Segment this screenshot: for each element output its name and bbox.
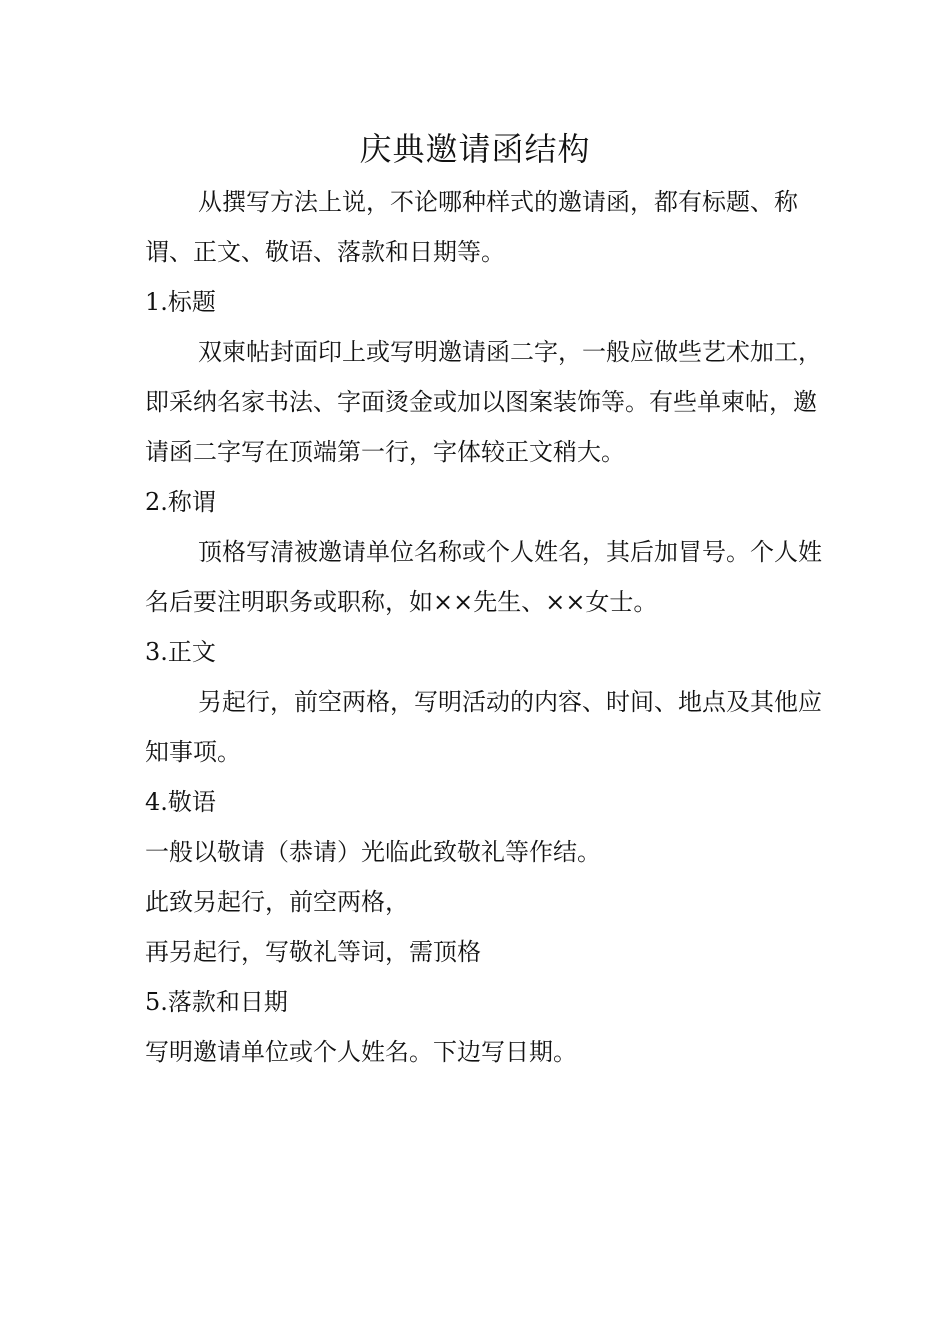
section-line-closing-2: 此致另起行，前空两格， bbox=[145, 888, 409, 916]
section-line-closing-3: 再另起行，写敬礼等词，需顶格 bbox=[145, 938, 481, 966]
page-title: 庆典邀请函结构 bbox=[359, 130, 591, 168]
section-heading-salutation: 2.称谓 bbox=[145, 488, 216, 516]
section-heading-signature: 5.落款和日期 bbox=[145, 988, 288, 1016]
section-line-closing-1: 一般以敬请（恭请）光临此致敬礼等作结。 bbox=[145, 838, 601, 866]
intro-paragraph: 从撰写方法上说，不论哪种样式的邀请函，都有标题、称谓、正文、敬语、落款和日期等。 bbox=[145, 188, 798, 266]
section-text-title: 双柬帖封面印上或写明邀请函二字，一般应做些艺术加工，即采纳名家书法、字面烫金或加以图案装饰等。有些单柬帖，邀请函二字写在顶端第一行，字体较正文稍大。 bbox=[145, 338, 822, 466]
section-line-signature-1: 写明邀请单位或个人姓名。下边写日期。 bbox=[145, 1038, 577, 1066]
section-heading-closing: 4.敬语 bbox=[145, 788, 216, 816]
section-heading-body: 3.正文 bbox=[145, 638, 216, 666]
document-body bbox=[145, 177, 825, 1077]
section-text-body: 另起行，前空两格，写明活动的内容、时间、地点及其他应知事项。 bbox=[145, 688, 822, 766]
section-heading-title: 1.标题 bbox=[145, 288, 216, 316]
section-text-salutation: 顶格写清被邀请单位名称或个人姓名，其后加冒号。个人姓名后要注明职务或职称，如××先生、××女士。 bbox=[145, 538, 822, 616]
